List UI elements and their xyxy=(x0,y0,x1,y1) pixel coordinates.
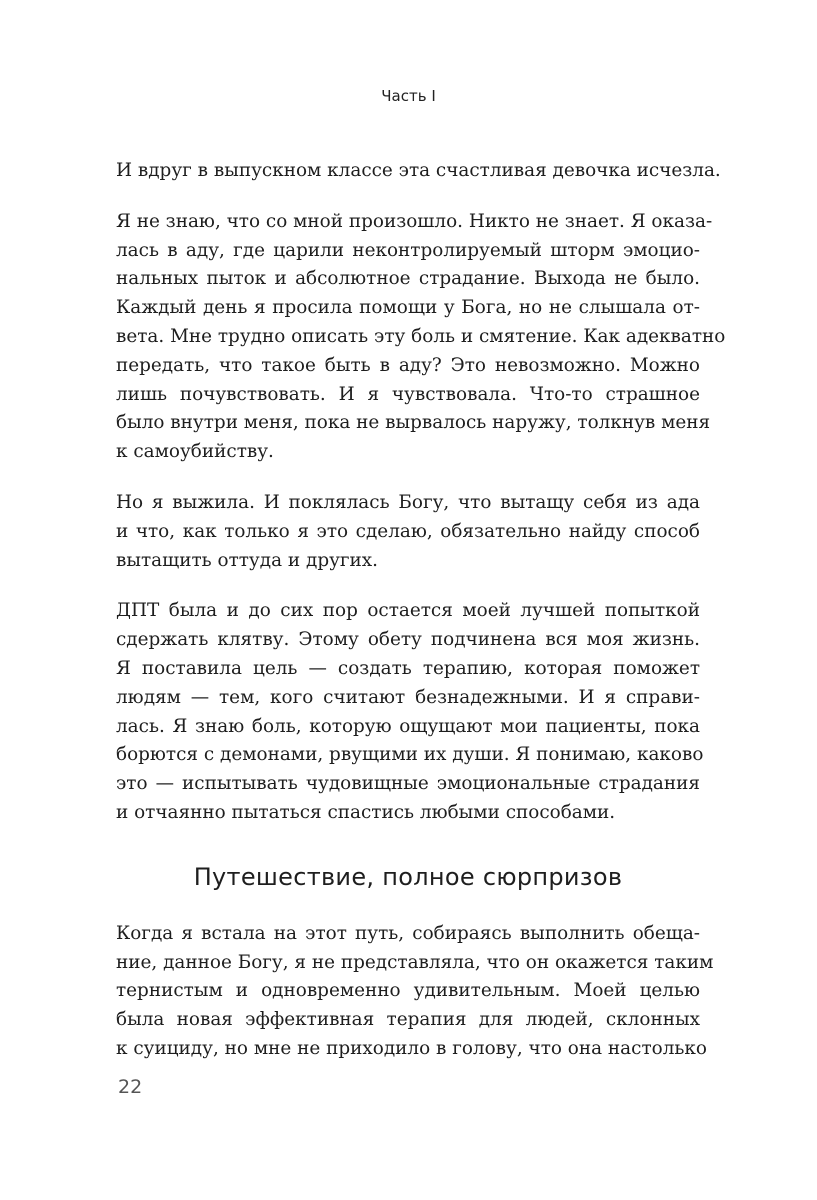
text-line: и что, как только я это сделаю, обязательно найду способ xyxy=(116,520,700,542)
text-line: было внутри меня, пока не вырвалось наружу, толкнув меня xyxy=(116,412,711,434)
text-line: Каждый день я просила помощи у Бога, но не слышала от- xyxy=(116,297,700,319)
paragraph-1 xyxy=(116,157,721,186)
text-line: ние, данное Богу, я не представляла, что он окажется таким xyxy=(116,951,714,973)
text-line: нальных пыток и абсолютное страдание. Выхода не было. xyxy=(116,268,700,290)
text-line: Но я выжила. И поклялась Богу, что вытащу себя из ада xyxy=(116,491,700,513)
text-line: ДПТ была и до сих пор остается моей лучшей попыткой xyxy=(116,600,700,622)
text-line: сдержать клятву. Этому обету подчинена вся моя жизнь. xyxy=(116,629,700,651)
text-line: борются с демонами, рвущими их души. Я понимаю, каково xyxy=(116,744,704,766)
paragraph-5 xyxy=(116,920,714,1064)
section-heading: Путешествие, полное сюрпризов xyxy=(193,862,623,891)
text-line: людям — тем, кого считают безнадежными. И я справи- xyxy=(116,686,700,708)
text-line: лась в аду, где царили неконтролируемый шторм эмоцио- xyxy=(116,239,700,261)
text-line: Я не знаю, что со мной произошло. Никто не знает. Я оказа- xyxy=(116,210,713,232)
paragraph-4 xyxy=(116,597,704,827)
text-line: к самоубийству. xyxy=(116,441,274,463)
text-line: и отчаянно пытаться спастись любыми способами. xyxy=(116,801,616,823)
text-line: лишь почувствовать. И я чувствовала. Что-то страшное xyxy=(116,383,700,405)
text-line: это — испытывать чудовищные эмоциональные страдания xyxy=(116,773,700,795)
text-line: вета. Мне трудно описать эту боль и смятение. Как адекватно xyxy=(116,325,726,347)
paragraph-2 xyxy=(116,208,726,467)
text-line: лась. Я знаю боль, которую ощущают мои пациенты, пока xyxy=(116,715,700,737)
running-head: Часть I xyxy=(381,87,436,105)
page-number: 22 xyxy=(118,1076,143,1098)
paragraph-3 xyxy=(116,489,700,575)
text-line: Я поставила цель — создать терапию, которая поможет xyxy=(116,657,700,679)
text-line: передать, что такое быть в аду? Это невозможно. Можно xyxy=(116,354,700,376)
page-body xyxy=(116,157,726,1086)
text-line: вытащить оттуда и других. xyxy=(116,549,379,571)
text-line: Когда я встала на этот путь, собираясь выполнить обеща- xyxy=(116,922,700,944)
text-line: к суициду, но мне не приходило в голову, что она настолько xyxy=(116,1037,707,1059)
text-line: тернистым и одновременно удивительным. Моей целью xyxy=(116,980,700,1002)
text-line: была новая эффективная терапия для людей, склонных xyxy=(116,1009,700,1031)
text-line: И вдруг в выпускном классе эта счастливая девочка исчезла. xyxy=(116,160,721,181)
